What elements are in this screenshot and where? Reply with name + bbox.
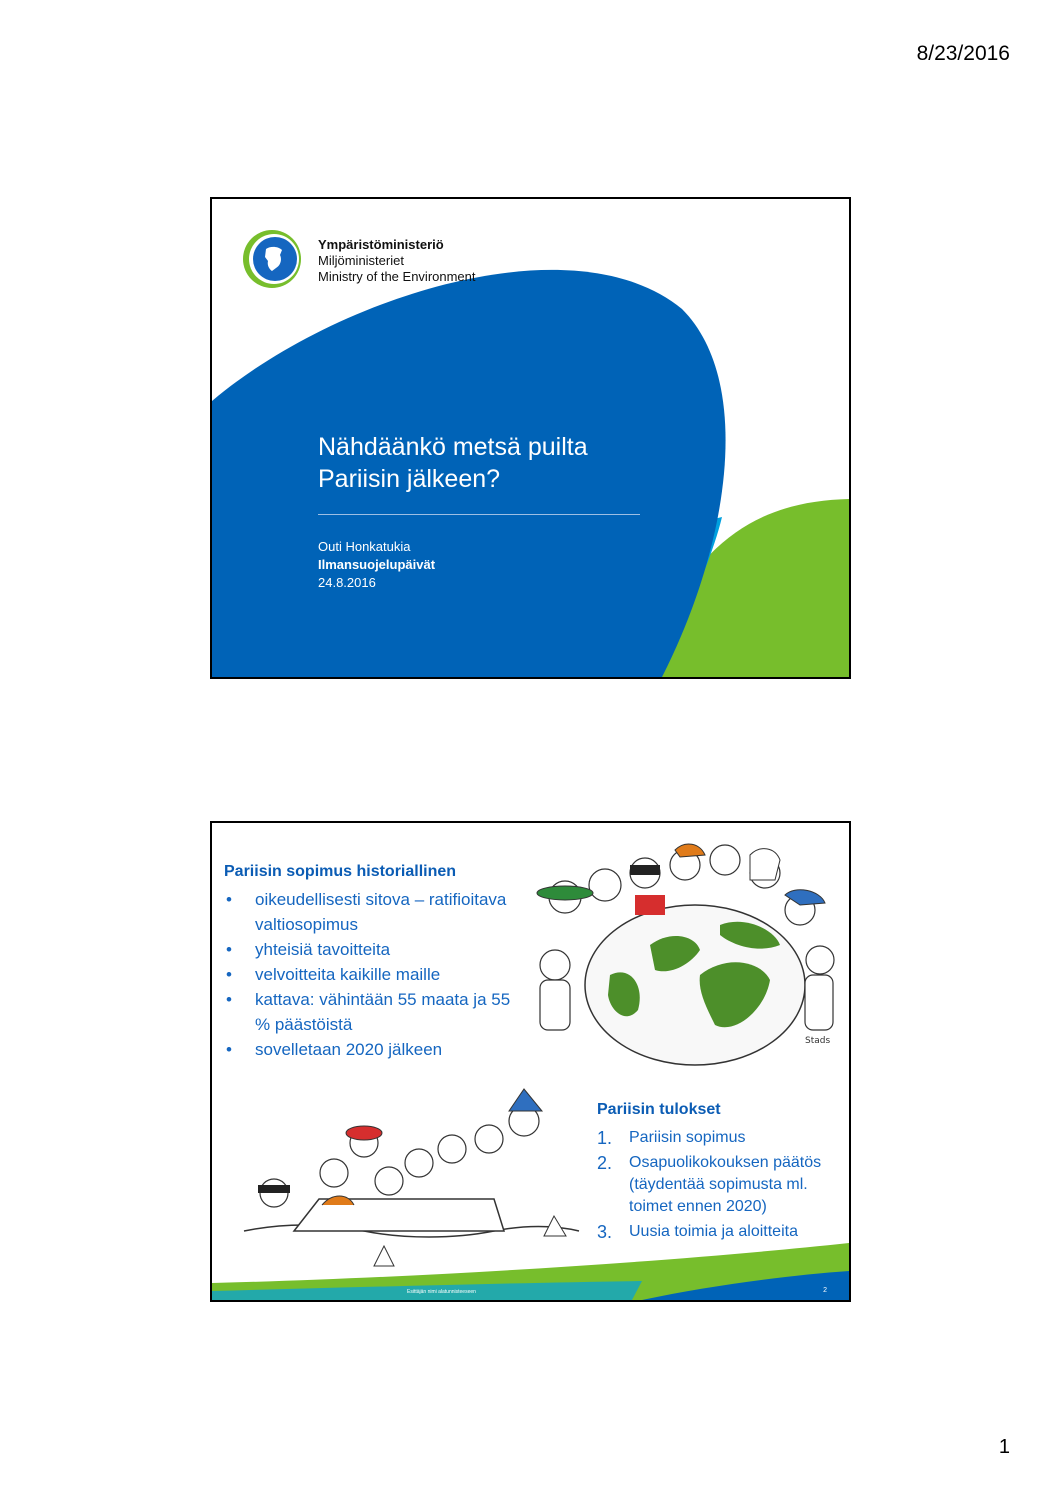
agreement-heading: Pariisin sopimus historiallinen — [224, 863, 457, 880]
result-text: Osapuolikokouksen päätös (täydentää sopimusta ml. toimet ennen 2020) — [629, 1154, 822, 1215]
result-item — [597, 1152, 842, 1218]
bullet-item: • kattava: vähintään 55 maata ja 55 % päästöistä — [224, 987, 524, 1037]
result-number: 2. — [597, 1153, 613, 1173]
ministry-logo — [242, 229, 302, 289]
boat-cartoon-illustration — [224, 1081, 584, 1276]
world-cartoon-illustration — [520, 835, 850, 1075]
ministry-name-fi: Ympäristöministeriö — [318, 237, 444, 252]
result-number: 1. — [597, 1128, 613, 1148]
ministry-name-en: Ministry of the Environment — [318, 269, 476, 284]
slide-meta — [318, 538, 435, 592]
title-line-1: Nähdäänkö metsä puilta — [318, 433, 588, 461]
bullet-item: • yhteisiä tavoitteita — [224, 937, 524, 962]
result-item — [597, 1127, 842, 1149]
svg-text:Stads: Stads — [805, 1036, 831, 1046]
result-item — [597, 1221, 842, 1243]
result-text: Uusia toimia ja aloitteita — [629, 1223, 798, 1240]
slide-footer-text: Esittäjän nimi alatunnisteeseen — [407, 1289, 476, 1295]
presenter-name: Outi Honkatukia — [318, 539, 411, 554]
ministry-name — [318, 237, 476, 285]
results-list — [597, 1127, 842, 1246]
slide-title-text — [318, 431, 588, 495]
results-heading: Pariisin tulokset — [597, 1101, 721, 1118]
page-date: 8/23/2016 — [916, 42, 1010, 65]
agreement-bullets — [224, 887, 524, 1062]
bullet-item: • sovelletaan 2020 jälkeen — [224, 1037, 524, 1062]
slide-paris-agreement — [210, 821, 851, 1302]
page-number: 1 — [998, 1436, 1010, 1458]
event-name: Ilmansuojelupäivät — [318, 557, 436, 572]
title-divider — [318, 514, 640, 515]
slide-title — [210, 197, 851, 679]
result-number: 3. — [597, 1222, 613, 1242]
slide-page-number: 2 — [823, 1287, 827, 1294]
ministry-name-sv: Miljöministeriet — [318, 253, 404, 268]
result-text: Pariisin sopimus — [629, 1129, 746, 1146]
event-date: 24.8.2016 — [318, 575, 376, 590]
bullet-item: • velvoitteita kaikille maille — [224, 962, 524, 987]
title-line-2: Pariisin jälkeen? — [318, 465, 501, 493]
bullet-item: • oikeudellisesti sitova – ratifioitava valtiosopimus — [224, 887, 524, 937]
